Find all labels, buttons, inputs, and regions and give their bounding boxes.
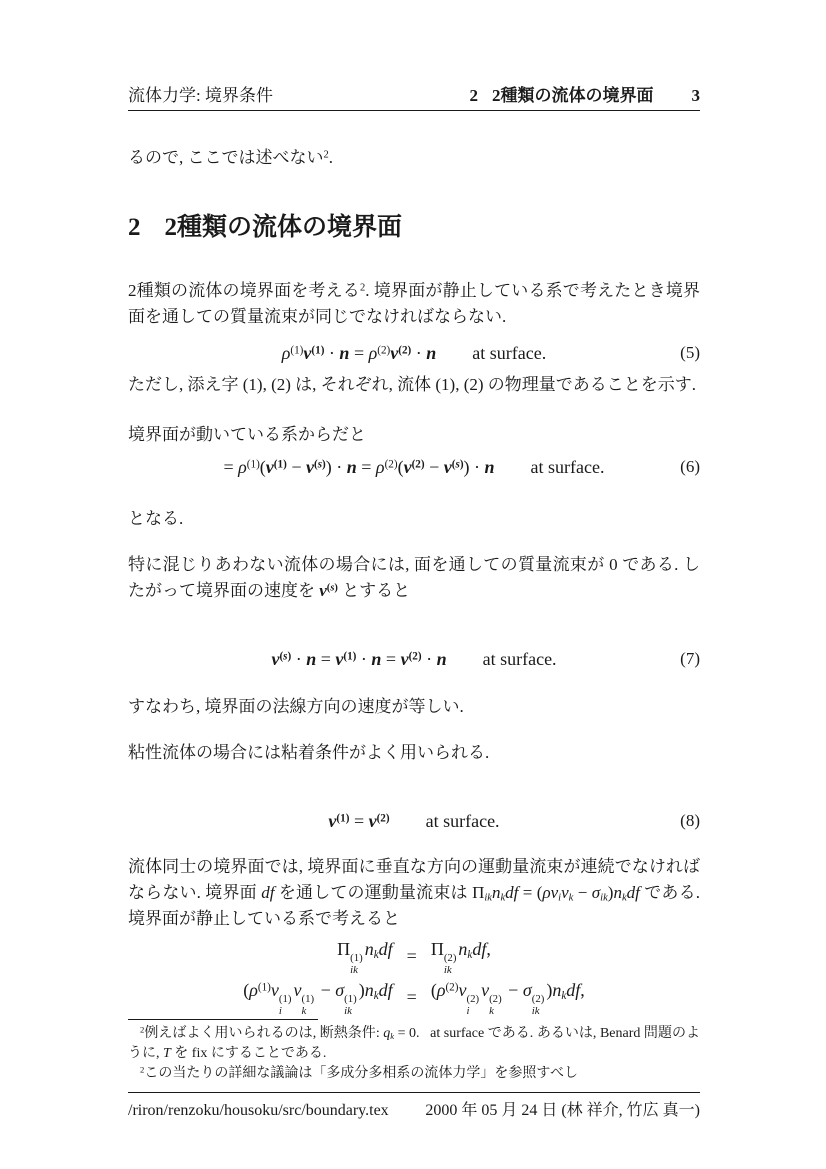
running-head — [128, 88, 700, 111]
paragraph: すなわち, 境界面の法線方向の速度が等しい. — [128, 697, 464, 716]
running-head-section-title: 2種類の流体の境界面 — [492, 86, 654, 105]
page-footer — [128, 1092, 700, 1122]
running-head-section — [470, 88, 701, 104]
equation-row — [243, 977, 585, 1018]
equation-5 — [128, 338, 700, 368]
footnotes — [128, 1024, 700, 1084]
equation-7-body: $v^{(s)} \cdot n = v^{(1)} \cdot n = v^{(2)} \cdot n$ at surface. — [271, 649, 557, 669]
footnote-2: $^2$この当たりの詳細な議論は「多成分多相系の流体力学」を参照すべし — [140, 1065, 579, 1082]
equation-8 — [128, 806, 700, 836]
paragraph: ただし, 添え字 (1), (2) は, それぞれ, 流体 (1), (2) の物理量であることを示す. — [128, 375, 697, 394]
paragraph: 特に混じりあわない流体の場合には, 面を通しての質量流束が 0 である. したがって境界面の速度を $v^{(s)}$ とすると — [128, 555, 700, 600]
equals-sign: = — [406, 987, 417, 1008]
equation-8-body: $v^{(1)} = v^{(2)}$ at surface. — [328, 811, 500, 831]
equation-7-number: (7) — [680, 649, 700, 668]
equation-5-body: $\rho^{(1)}v^{(1)} \cdot n = \rho^{(2)}v^{(2)} \cdot n$ at surface. — [281, 343, 547, 363]
paragraph: 流体同士の境界面では, 境界面に垂直な方向の運動量流束が連続でなければならない. 境界面 df を通しての運動量流束は $\Pi_{ik}n_kdf = (\rho v_iv_k - \sigma_{ik})n_kdf$ である. 境界面が静止している系で考えると — [128, 857, 701, 928]
page-number: 3 — [691, 86, 700, 105]
paragraph: 2種類の流体の境界面を考える$^2$. 境界面が静止している系で考えたとき境界面を通しての質量流束が同じでなければならない. — [128, 281, 701, 326]
source-file-path: /riron/renzoku/housoku/src/boundary.tex — [128, 1102, 389, 1120]
equation-5-number: (5) — [680, 343, 700, 362]
equation-lhs: Π (1) ik $n_kdf$ — [337, 939, 393, 976]
date-authors: 2000 年 05 月 24 日 (林 祥介, 竹広 真一) — [425, 1102, 700, 1120]
section-heading — [128, 212, 700, 244]
equation-rhs: ($\rho^{(2)}v$ (2) i v (2) k − σ (2) ik )$n_kdf$, — [430, 979, 585, 1017]
running-head-section-number: 2 — [469, 86, 478, 105]
equation-rhs: Π (2) ik $n_kdf$, — [430, 939, 491, 976]
equation-6-number: (6) — [680, 457, 700, 476]
paragraph-continuation: るので, ここでは述べない$^2$. — [128, 148, 334, 167]
equation-lhs: ($\rho^{(1)}v$ (1) i v (1) k − σ (1) ik )$n_kdf$ — [243, 979, 393, 1017]
footnote-1: $^2$例えばよく用いられるのは, 断熱条件: $q_k = 0$. at surface である. あるいは, Benard 問題のように, T を fix にすることである. — [128, 1025, 700, 1062]
paragraph: 粘性流体の場合には粘着条件がよく用いられる. — [128, 743, 490, 762]
equation-6 — [128, 452, 700, 482]
equation-row — [243, 936, 585, 977]
running-head-title: 流体力学: 境界条件 — [128, 86, 273, 105]
equation-8-number: (8) — [680, 811, 700, 830]
paragraph: となる. — [128, 509, 184, 528]
section-heading-title: 2種類の流体の境界面 — [164, 214, 403, 241]
equation-7 — [128, 644, 700, 674]
section-heading-number: 2 — [128, 214, 141, 241]
paragraph: 境界面が動いている系からだと — [128, 425, 366, 444]
equation-6-body: = $\rho^{(1)}(v^{(1)} - v^{(s)}) \cdot n = \rho^{(2)}(v^{(2)} - v^{(s)}) \cdot n$ at surface. — [223, 457, 605, 477]
equals-sign: = — [406, 946, 417, 967]
footnote-rule — [128, 1019, 318, 1020]
momentum-flux-equations — [243, 936, 585, 1017]
